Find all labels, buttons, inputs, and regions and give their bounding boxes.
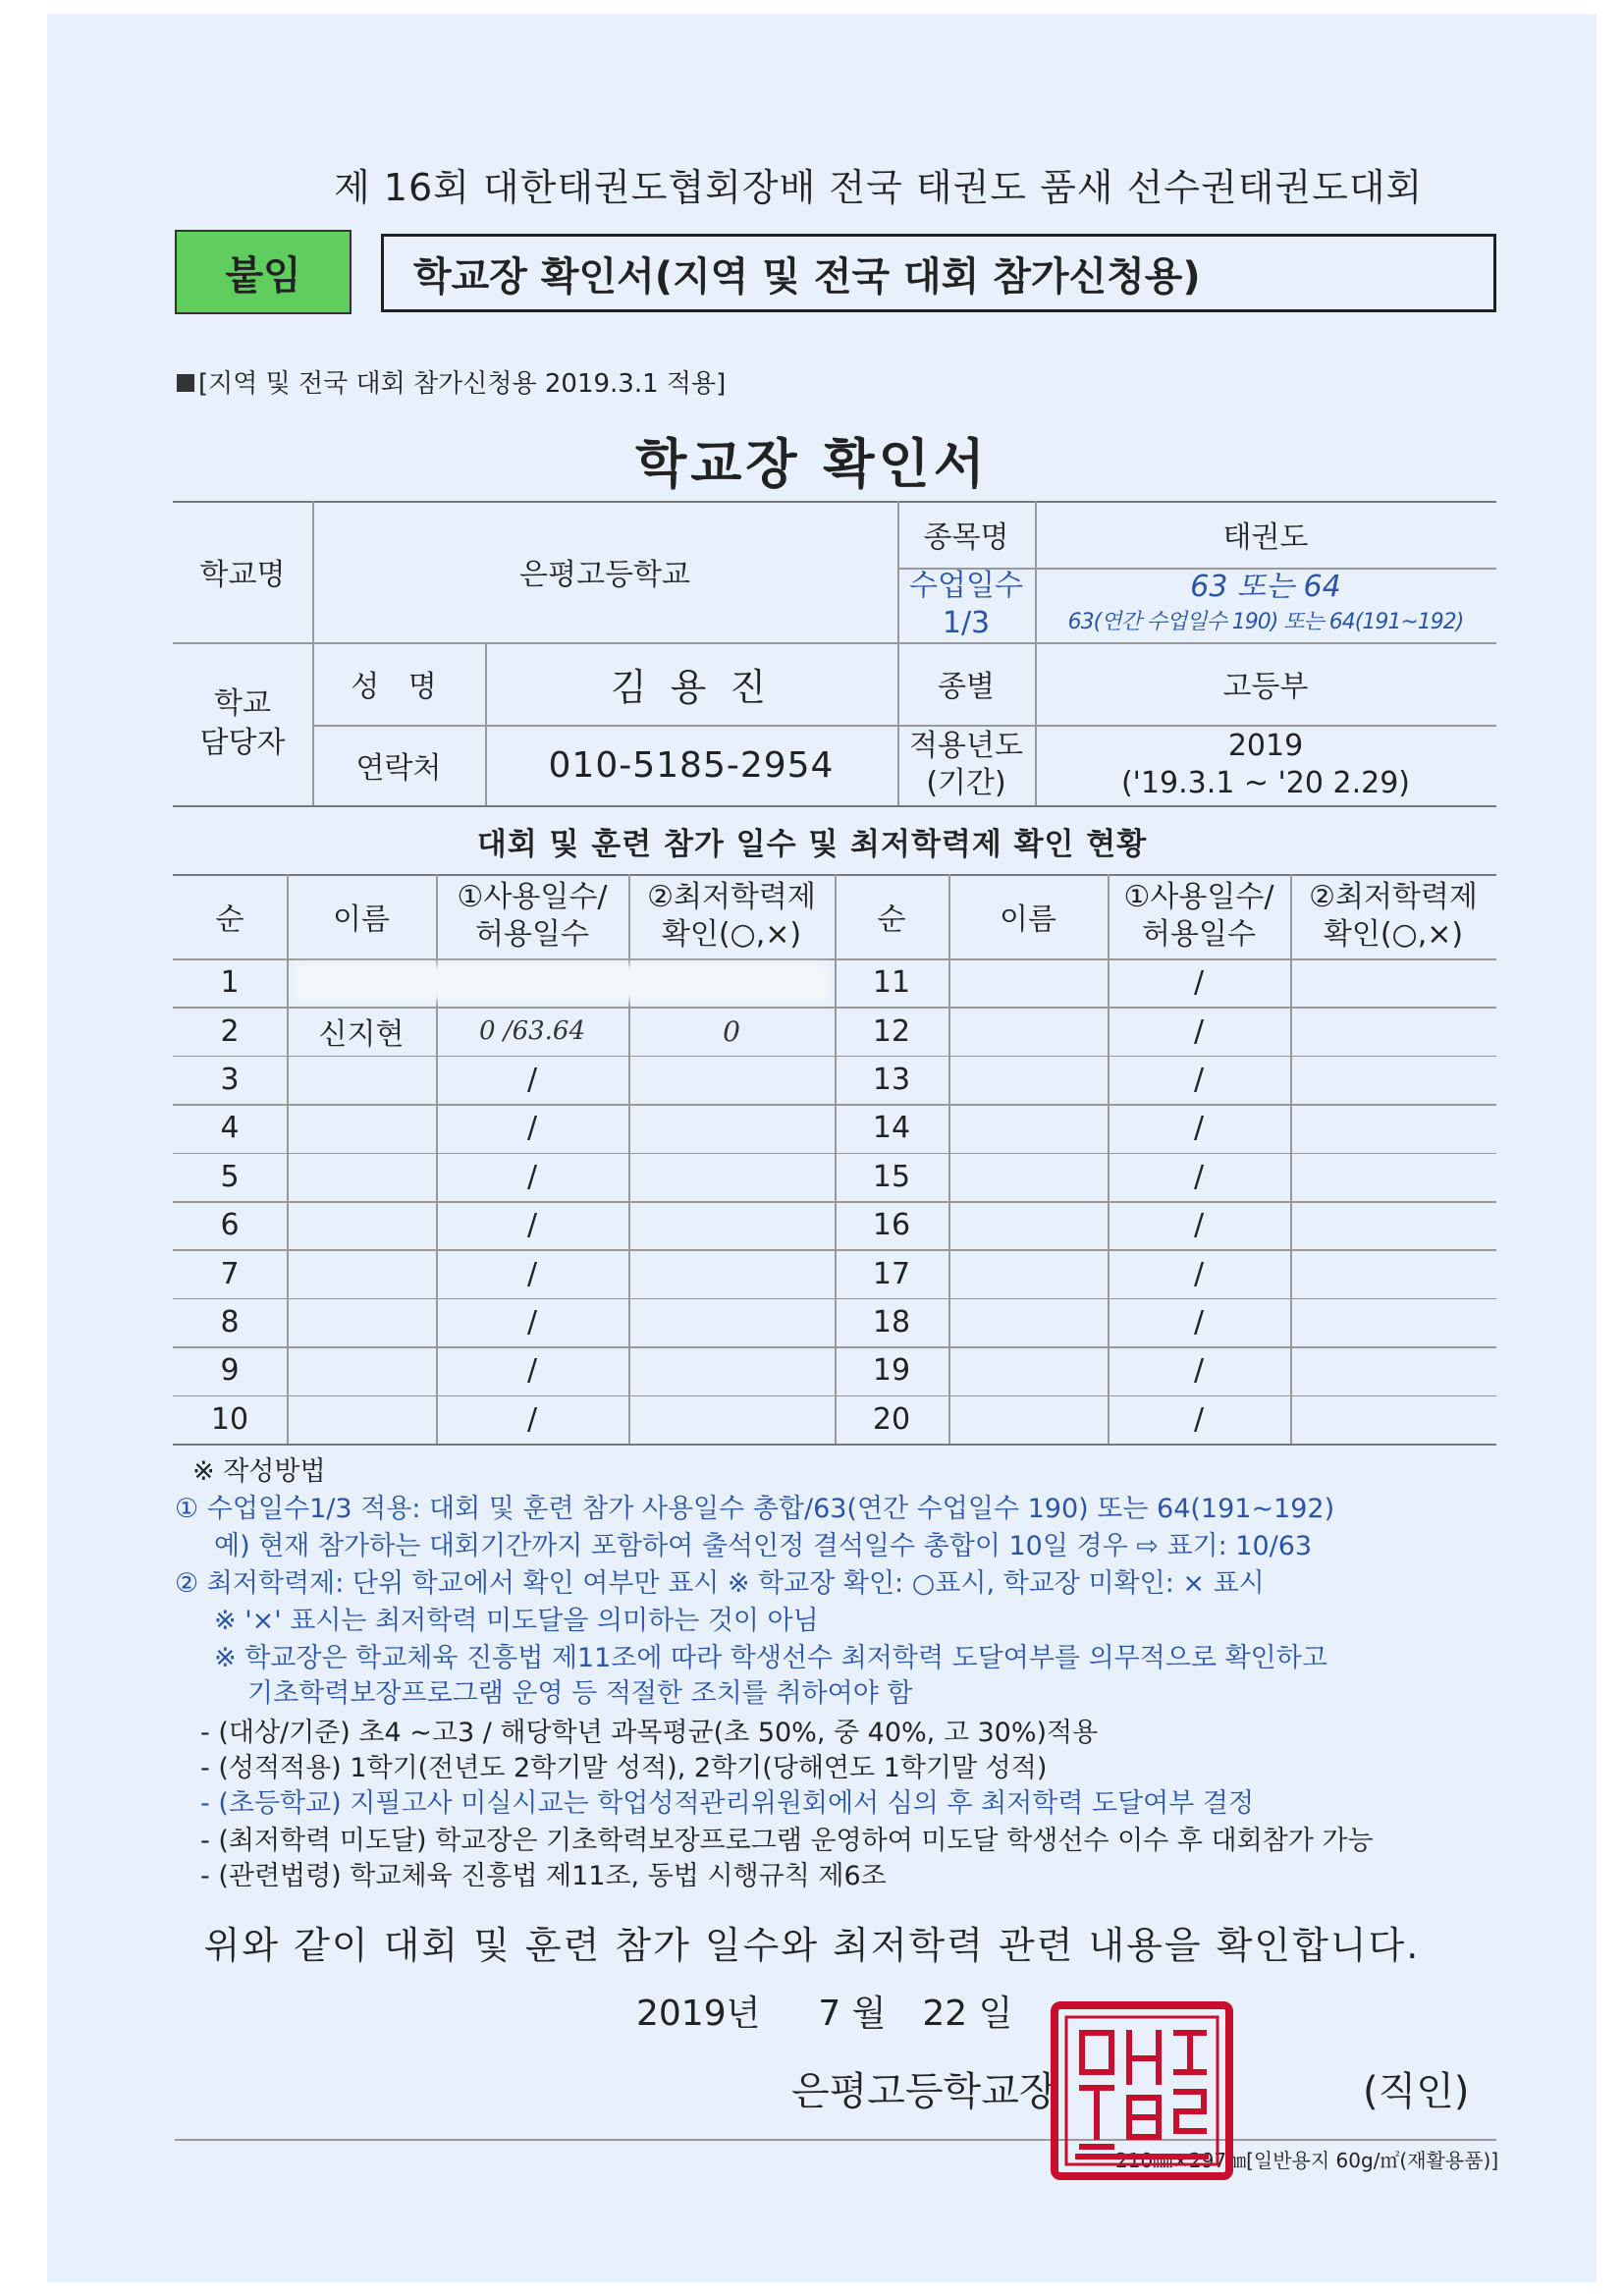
guide-line: - (관련법령) 학교체육 진흥법 제11조, 동법 시행규칙 제6조	[200, 1861, 887, 1891]
row-days: /	[1193, 965, 1205, 1001]
row-name	[948, 1153, 1108, 1201]
seal-label: (직인)	[1363, 2069, 1470, 2114]
row-number: 8	[220, 1304, 240, 1339]
row-name	[948, 1395, 1108, 1444]
period-label	[897, 725, 1035, 805]
header-days-line2: 허용일수	[1142, 917, 1256, 952]
row-number: 1	[220, 965, 240, 1001]
row-name	[287, 1104, 436, 1152]
guide-line: - (초등학교) 지필고사 미실시교는 학업성적관리위원회에서 심의 후 최저학력 도달여부 결정	[200, 1788, 1255, 1819]
info-line-bottom	[173, 805, 1496, 807]
row-number: 11	[872, 965, 911, 1001]
days-label-line1: 수업일수	[909, 569, 1023, 603]
row-days: /	[1193, 1062, 1205, 1097]
row-name: 신지현	[318, 1017, 405, 1053]
header-check-line1: ②최저학력제	[1309, 880, 1478, 914]
confirmation-text: 위와 같이 대회 및 훈련 참가 일수와 최저학력 관련 내용을 확인합니다.	[203, 1924, 1421, 1967]
header-check-line2: 확인(○,×)	[661, 917, 802, 952]
days-value-line2: 63(연간 수업일수 190) 또는 64(191~192)	[1067, 610, 1464, 634]
issue-date	[636, 1986, 1012, 2036]
period-value	[1035, 725, 1496, 805]
school-label: 학교명	[199, 558, 286, 592]
row-number: 14	[872, 1111, 911, 1146]
version-note	[177, 363, 726, 400]
row-check: 0	[723, 1014, 740, 1048]
header-no: 순	[215, 902, 244, 937]
row-name	[948, 1104, 1108, 1152]
row-check	[1290, 1298, 1496, 1346]
row-check	[1290, 1249, 1496, 1297]
division-value: 고등부	[1222, 670, 1309, 704]
row-days: /	[526, 1111, 538, 1146]
row-name	[948, 1201, 1108, 1249]
row-check	[628, 1298, 835, 1346]
row-check	[628, 1346, 835, 1394]
row-days: /	[526, 1159, 538, 1194]
row-number: 17	[872, 1256, 911, 1291]
row-number: 16	[872, 1208, 911, 1243]
manager-label-line2: 담당자	[199, 726, 286, 760]
header-check	[628, 874, 835, 958]
row-name	[948, 1249, 1108, 1297]
header-check-line1: ②최저학력제	[647, 880, 816, 914]
row-name	[287, 1298, 436, 1346]
manager-label	[173, 642, 312, 805]
row-name	[948, 1346, 1108, 1394]
date-month: 7 월	[818, 1994, 887, 2034]
event-label: 종목명	[923, 520, 1009, 555]
row-number: 4	[220, 1111, 240, 1146]
manager-label-line1: 학교	[214, 686, 271, 721]
row-check	[1290, 1007, 1496, 1055]
header-days	[436, 874, 628, 958]
row-name	[287, 1249, 436, 1297]
official-seal-icon	[1049, 1999, 1235, 2182]
days-value-line1: 63 또는 64	[1190, 570, 1341, 604]
division-label: 종별	[938, 670, 995, 704]
row-check	[628, 1153, 835, 1201]
period-label-line2: (기간)	[926, 766, 1006, 800]
row-days: /	[1193, 1013, 1205, 1049]
row-days: /	[1193, 1401, 1205, 1437]
row-check	[1290, 1056, 1496, 1104]
contact-value: 010-5185-2954	[548, 744, 835, 786]
row-days: /	[526, 1304, 538, 1339]
row-number: 20	[872, 1401, 911, 1437]
date-year: 2019년	[636, 1994, 761, 2034]
row-check	[1290, 1104, 1496, 1152]
redacted-entry	[295, 964, 827, 1001]
row-days: /	[1193, 1111, 1205, 1146]
days-label-line2: 1/3	[942, 606, 991, 640]
row-name	[287, 1201, 436, 1249]
guide-line: ※ 학교장은 학교체육 진흥법 제11조에 따라 학생선수 최저학력 도달여부를 의무적으로 확인하고	[214, 1643, 1327, 1673]
row-days: /	[1193, 1256, 1205, 1291]
paper-spec-note: 210㎜×297㎜[일반용지 60g/㎡(재활용품)]	[1115, 2149, 1499, 2172]
row-days: /	[526, 1256, 538, 1291]
row-days: /	[526, 1208, 538, 1243]
row-name	[948, 1007, 1108, 1055]
date-day: 22 일	[922, 1994, 1013, 2034]
row-days: /	[1193, 1159, 1205, 1194]
row-days: /	[1193, 1304, 1205, 1339]
header-days	[1108, 874, 1290, 958]
guide-line: ① 수업일수1/3 적용: 대회 및 훈련 참가 사용일수 총합/63(연간 수업일수 190) 또는 64(191~192)	[175, 1494, 1335, 1524]
row-number: 15	[872, 1159, 911, 1194]
guide-line: ② 최저학력제: 단위 학교에서 확인 여부만 표시 ※ 학교장 확인: ○표시, 학교장 미확인: × 표시	[175, 1568, 1265, 1599]
row-days: /	[526, 1062, 538, 1097]
event-value: 태권도	[1222, 520, 1309, 555]
name-label: 성 명	[351, 670, 447, 704]
row-number: 18	[872, 1304, 911, 1339]
guide-line: 예) 현재 참가하는 대회기간까지 포함하여 출석인정 결석일수 총합이 10일 경우 ⇨ 표기: 10/63	[214, 1531, 1313, 1561]
row-name	[287, 1346, 436, 1394]
row-number: 13	[872, 1062, 911, 1097]
square-bullet-icon	[177, 374, 194, 392]
guide-line: ※ 작성방법	[192, 1456, 326, 1487]
attachment-badge: 붙임	[175, 230, 352, 314]
row-check	[1290, 958, 1496, 1007]
header-check	[1290, 874, 1496, 958]
days-label	[897, 568, 1035, 642]
period-value-line2: ('19.3.1 ~ '20 2.29)	[1120, 766, 1411, 800]
row-check	[628, 1395, 835, 1444]
section-title: 대회 및 훈련 참가 일수 및 최저학력제 확인 현황	[476, 827, 1148, 862]
signer-name: 은평고등학교장	[791, 2069, 1057, 2114]
contact-label: 연락처	[355, 751, 442, 786]
row-number: 6	[220, 1208, 240, 1243]
row-check	[1290, 1395, 1496, 1444]
row-days: /	[526, 1353, 538, 1389]
row-number: 19	[872, 1353, 911, 1389]
days-value	[1035, 568, 1496, 642]
name-value: 김 용 진	[610, 665, 773, 709]
header-days-line1: ①사용일수/	[1123, 880, 1274, 914]
row-name	[287, 1056, 436, 1104]
row-number: 3	[220, 1062, 240, 1097]
header-days-line2: 허용일수	[475, 917, 589, 952]
row-number: 9	[220, 1353, 240, 1389]
row-number: 12	[872, 1013, 911, 1049]
main-title: 학교장 확인서	[635, 433, 989, 495]
row-check	[1290, 1346, 1496, 1394]
row-number: 7	[220, 1256, 240, 1291]
document-heading: 학교장 확인서(지역 및 전국 대회 참가신청용)	[381, 234, 1496, 312]
row-check	[628, 1056, 835, 1104]
row-number: 2	[220, 1013, 240, 1049]
school-value: 은평고등학교	[519, 558, 690, 592]
event-title: 제 16회 대한태권도협회장배 전국 태권도 품새 선수권태권도대회	[334, 166, 1424, 209]
row-number: 10	[210, 1401, 249, 1437]
header-name: 이름	[333, 902, 390, 937]
guide-line: ※ '×' 표시는 최저학력 미도달을 의미하는 것이 아님	[214, 1606, 819, 1636]
table-line-bottom	[173, 1444, 1496, 1446]
guide-line: - (최저학력 미도달) 학교장은 기초학력보장프로그램 운영하여 미도달 학생선수 이수 후 대회참가 가능	[200, 1826, 1374, 1856]
period-value-line1: 2019	[1227, 729, 1304, 763]
row-check	[1290, 1201, 1496, 1249]
row-name	[948, 958, 1108, 1007]
row-check	[628, 1104, 835, 1152]
row-days: /	[1193, 1353, 1205, 1389]
version-note-text: [지역 및 전국 대회 참가신청용 2019.3.1 적용]	[198, 369, 727, 399]
row-check	[628, 1201, 835, 1249]
row-name	[948, 1056, 1108, 1104]
row-days: /	[1193, 1208, 1205, 1243]
row-days: 0 /63.64	[479, 1016, 585, 1047]
period-label-line1: 적용년도	[909, 729, 1023, 763]
row-name	[287, 1153, 436, 1201]
row-days: /	[526, 1401, 538, 1437]
row-number: 5	[220, 1159, 240, 1194]
header-check-line2: 확인(○,×)	[1323, 917, 1464, 952]
header-no: 순	[877, 902, 906, 937]
guide-line: - (성적적용) 1학기(전년도 2학기말 성적), 2학기(당해연도 1학기말 성적)	[200, 1753, 1048, 1783]
guide-line: 기초학력보장프로그램 운영 등 적절한 조치를 취하여야 함	[247, 1678, 913, 1709]
row-name	[287, 1395, 436, 1444]
row-check	[628, 1249, 835, 1297]
row-check	[1290, 1153, 1496, 1201]
header-name: 이름	[1000, 902, 1056, 937]
footer-divider	[175, 2139, 1496, 2141]
row-name	[948, 1298, 1108, 1346]
header-days-line1: ①사용일수/	[457, 880, 608, 914]
guide-line: - (대상/기준) 초4 ~고3 / 해당학년 과목평균(초 50%, 중 40%, 고 30%)적용	[200, 1718, 1099, 1748]
